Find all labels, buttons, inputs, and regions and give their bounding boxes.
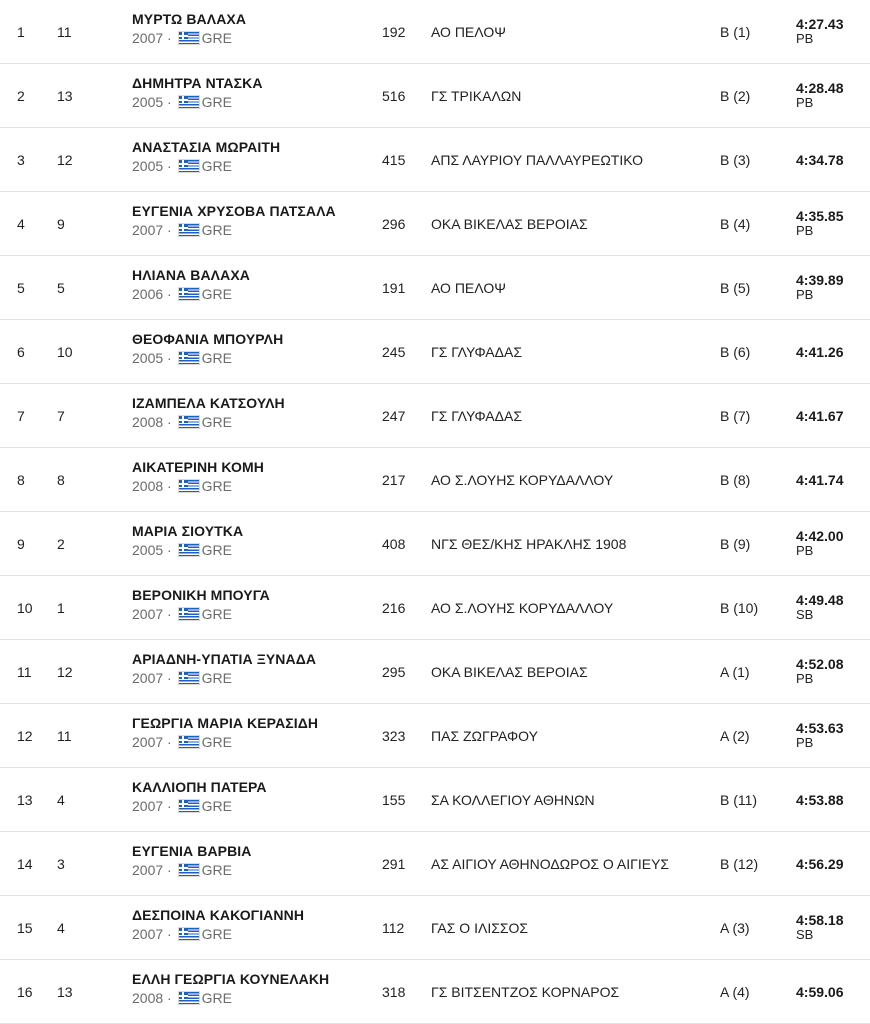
- greece-flag-icon: [178, 799, 200, 813]
- mark-time: 4:49.48: [796, 592, 844, 608]
- athlete-meta: [132, 862, 252, 878]
- athlete-meta: [132, 798, 267, 814]
- greece-flag-icon: [178, 31, 200, 45]
- athlete: [132, 651, 316, 686]
- rank: 4: [17, 216, 25, 232]
- athlete-meta: [132, 606, 270, 622]
- meta-separator: ·: [167, 414, 172, 430]
- greece-flag-icon: [178, 607, 200, 621]
- athlete-meta: [132, 670, 316, 686]
- bib-number: 192: [382, 24, 406, 40]
- heat-placing: B (12): [720, 856, 759, 872]
- rank: 15: [17, 920, 33, 936]
- result-mark: [796, 272, 843, 302]
- club-name: ΑΟ Σ.ΛΟΥΗΣ ΚΟΡΥΔΑΛΛΟΥ: [431, 600, 614, 616]
- country-code: GRE: [201, 222, 232, 238]
- athlete-name[interactable]: ΕΛΛΗ ΓΕΩΡΓΙΑ ΚΟΥΝΕΛΑΚΗ: [132, 971, 330, 987]
- club-name: ΟΚΑ ΒΙΚΕΛΑΣ ΒΕΡΟΙΑΣ: [431, 216, 588, 232]
- athlete-meta: [132, 350, 283, 366]
- heat-placing: A (1): [720, 664, 750, 680]
- result-row: [0, 640, 870, 704]
- greece-flag-icon: [178, 223, 200, 237]
- rank: 12: [17, 728, 33, 744]
- meta-separator: ·: [167, 286, 172, 302]
- lane-number: 11: [57, 728, 72, 744]
- mark-time: 4:53.63: [796, 720, 844, 736]
- result-row: [0, 704, 870, 768]
- club-name: ΑΠΣ ΛΑΥΡΙΟΥ ΠΑΛΛΑΥΡΕΩΤΙΚΟ: [431, 152, 644, 168]
- lane-number: 13: [57, 984, 73, 1000]
- athlete-name[interactable]: ΜΥΡΤΩ ΒΑΛΑΧΑ: [132, 11, 247, 27]
- club-name: ΣΑ ΚΟΛΛΕΓΙΟΥ ΑΘΗΝΩΝ: [431, 792, 595, 808]
- birth-year: 2008: [132, 478, 164, 494]
- record-note: PB: [796, 31, 814, 46]
- club-name: ΓΑΣ Ο ΙΛΙΣΣΟΣ: [431, 920, 529, 936]
- rank: 5: [17, 280, 25, 296]
- result-row: [0, 512, 870, 576]
- heat-placing: B (2): [720, 88, 751, 104]
- lane-number: 2: [57, 536, 65, 552]
- country-code: GRE: [201, 542, 232, 558]
- result-row: [0, 256, 870, 320]
- country-code: GRE: [201, 286, 232, 302]
- athlete-name[interactable]: ΔΗΜΗΤΡΑ ΝΤΑΣΚΑ: [132, 75, 263, 91]
- result-mark: [796, 528, 843, 558]
- athlete-meta: [132, 414, 285, 430]
- result-mark: [796, 856, 843, 872]
- athlete-name[interactable]: ΒΕΡΟΝΙΚΗ ΜΠΟΥΓΑ: [132, 587, 270, 603]
- club-name: ΑΣ ΑΙΓΙΟΥ ΑΘΗΝΟΔΩΡΟΣ Ο ΑΙΓΙΕΥΣ: [431, 856, 670, 872]
- heat-placing: B (11): [720, 792, 758, 808]
- country-code: GRE: [201, 94, 232, 110]
- lane-number: 13: [57, 88, 73, 104]
- birth-year: 2008: [132, 990, 164, 1006]
- result-row: [0, 0, 870, 64]
- country-code: GRE: [201, 30, 232, 46]
- result-mark: [796, 472, 843, 488]
- result-row: [0, 192, 870, 256]
- mark-time: 4:34.78: [796, 152, 844, 168]
- heat-placing: A (2): [720, 728, 750, 744]
- lane-number: 12: [57, 152, 73, 168]
- mark-time: 4:59.06: [796, 984, 844, 1000]
- rank: 9: [17, 536, 25, 552]
- record-note: PB: [796, 95, 814, 110]
- lane-number: 9: [57, 216, 65, 232]
- athlete-meta: [132, 286, 250, 302]
- country-code: GRE: [201, 478, 232, 494]
- country-code: GRE: [201, 926, 232, 942]
- result-row: [0, 448, 870, 512]
- record-note: SB: [796, 927, 814, 942]
- heat-placing: B (7): [720, 408, 751, 424]
- greece-flag-icon: [178, 543, 200, 557]
- mark-time: 4:28.48: [796, 80, 844, 96]
- greece-flag-icon: [178, 735, 200, 749]
- country-code: GRE: [201, 414, 232, 430]
- birth-year: 2007: [132, 798, 164, 814]
- greece-flag-icon: [178, 479, 200, 493]
- country-code: GRE: [201, 862, 232, 878]
- meta-separator: ·: [167, 542, 172, 558]
- result-mark: [796, 208, 843, 238]
- athlete: [132, 395, 285, 430]
- result-row: [0, 960, 870, 1024]
- heat-placing: B (5): [720, 280, 751, 296]
- birth-year: 2005: [132, 94, 164, 110]
- result-mark: [796, 912, 843, 942]
- result-row: [0, 896, 870, 960]
- bib-number: 296: [382, 216, 406, 232]
- lane-number: 10: [57, 344, 73, 360]
- athlete: [132, 139, 280, 174]
- birth-year: 2005: [132, 350, 164, 366]
- bib-number: 516: [382, 88, 406, 104]
- bib-number: 217: [382, 472, 406, 488]
- bib-number: 295: [382, 664, 406, 680]
- athlete-meta: [132, 990, 329, 1006]
- result-row: [0, 768, 870, 832]
- birth-year: 2007: [132, 734, 164, 750]
- athlete-name[interactable]: ΕΥΓΕΝΙΑ ΒΑΡΒΙΑ: [132, 843, 252, 859]
- bib-number: 318: [382, 984, 406, 1000]
- athlete-name[interactable]: ΕΥΓΕΝΙΑ ΧΡΥΣΟΒΑ ΠΑΤΣΑΛΑ: [132, 203, 336, 219]
- country-code: GRE: [201, 606, 232, 622]
- mark-time: 4:56.29: [796, 856, 844, 872]
- mark-time: 4:53.88: [796, 792, 844, 808]
- record-note: PB: [796, 543, 814, 558]
- result-row: [0, 64, 870, 128]
- club-name: ΓΣ ΓΛΥΦΑΔΑΣ: [431, 344, 522, 360]
- meta-separator: ·: [167, 990, 172, 1006]
- country-code: GRE: [201, 350, 232, 366]
- heat-placing: B (10): [720, 600, 759, 616]
- athlete: [132, 779, 267, 814]
- bib-number: 155: [382, 792, 406, 808]
- club-name: ΑΟ Σ.ΛΟΥΗΣ ΚΟΡΥΔΑΛΛΟΥ: [431, 472, 614, 488]
- country-code: GRE: [201, 990, 232, 1006]
- bib-number: 408: [382, 536, 406, 552]
- mark-time: 4:27.43: [796, 16, 844, 32]
- rank: 3: [17, 152, 25, 168]
- meta-separator: ·: [167, 862, 172, 878]
- athlete-name[interactable]: ΑΡΙΑΔΝΗ-ΥΠΑΤΙΑ ΞΥΝΑΔΑ: [132, 651, 317, 667]
- record-note: SB: [796, 607, 814, 622]
- birth-year: 2007: [132, 862, 164, 878]
- birth-year: 2006: [132, 286, 164, 302]
- country-code: GRE: [201, 734, 232, 750]
- bib-number: 291: [382, 856, 406, 872]
- lane-number: 4: [57, 792, 65, 808]
- athlete: [132, 203, 336, 238]
- club-name: ΓΣ ΤΡΙΚΑΛΩΝ: [431, 88, 522, 104]
- result-mark: [796, 408, 843, 424]
- result-mark: [796, 720, 843, 750]
- birth-year: 2005: [132, 542, 164, 558]
- heat-placing: B (4): [720, 216, 751, 232]
- birth-year: 2008: [132, 414, 164, 430]
- lane-number: 1: [57, 600, 65, 616]
- athlete: [132, 331, 283, 366]
- athlete-name[interactable]: ΚΑΛΛΙΟΠΗ ΠΑΤΕΡΑ: [132, 779, 267, 795]
- club-name: ΓΣ ΒΙΤΣΕΝΤΖΟΣ ΚΟΡΝΑΡΟΣ: [431, 984, 620, 1000]
- rank: 8: [17, 472, 25, 488]
- athlete-meta: [132, 478, 264, 494]
- greece-flag-icon: [178, 159, 200, 173]
- bib-number: 415: [382, 152, 406, 168]
- athlete: [132, 11, 246, 46]
- athlete-name[interactable]: ΙΖΑΜΠΕΛΑ ΚΑΤΣΟΥΛΗ: [132, 395, 285, 411]
- club-name: ΓΣ ΓΛΥΦΑΔΑΣ: [431, 408, 522, 424]
- result-mark: [796, 656, 843, 686]
- birth-year: 2007: [132, 222, 164, 238]
- athlete-name[interactable]: ΑΙΚΑΤΕΡΙΝΗ ΚΟΜΗ: [132, 459, 264, 475]
- greece-flag-icon: [178, 415, 200, 429]
- mark-time: 4:52.08: [796, 656, 844, 672]
- heat-placing: B (3): [720, 152, 751, 168]
- meta-separator: ·: [167, 670, 172, 686]
- lane-number: 11: [57, 24, 72, 40]
- athlete-meta: [132, 94, 263, 110]
- athlete-meta: [132, 542, 243, 558]
- birth-year: 2007: [132, 30, 164, 46]
- meta-separator: ·: [167, 158, 172, 174]
- athlete-name[interactable]: ΑΝΑΣΤΑΣΙΑ ΜΩΡΑΙΤΗ: [132, 139, 281, 155]
- birth-year: 2007: [132, 926, 164, 942]
- result-mark: [796, 344, 843, 360]
- mark-time: 4:39.89: [796, 272, 844, 288]
- athlete-name[interactable]: ΓΕΩΡΓΙΑ ΜΑΡΙΑ ΚΕΡΑΣΙΔΗ: [132, 715, 319, 731]
- lane-number: 5: [57, 280, 65, 296]
- club-name: ΟΚΑ ΒΙΚΕΛΑΣ ΒΕΡΟΙΑΣ: [431, 664, 588, 680]
- result-row: [0, 320, 870, 384]
- greece-flag-icon: [178, 671, 200, 685]
- bib-number: 191: [382, 280, 406, 296]
- athlete: [132, 971, 329, 1006]
- lane-number: 7: [57, 408, 65, 424]
- meta-separator: ·: [167, 606, 172, 622]
- rank: 6: [17, 344, 25, 360]
- rank: 13: [17, 792, 33, 808]
- bib-number: 216: [382, 600, 406, 616]
- meta-separator: ·: [167, 478, 172, 494]
- meta-separator: ·: [167, 94, 172, 110]
- mark-time: 4:58.18: [796, 912, 844, 928]
- result-mark: [796, 792, 843, 808]
- meta-separator: ·: [167, 734, 172, 750]
- meta-separator: ·: [167, 926, 172, 942]
- greece-flag-icon: [178, 287, 200, 301]
- result-mark: [796, 984, 843, 1000]
- meta-separator: ·: [167, 350, 172, 366]
- mark-time: 4:41.67: [796, 408, 844, 424]
- record-note: PB: [796, 223, 814, 238]
- athlete-name[interactable]: ΔΕΣΠΟΙΝΑ ΚΑΚΟΓΙΑΝΝΗ: [132, 907, 305, 923]
- result-mark: [796, 152, 843, 168]
- greece-flag-icon: [178, 927, 200, 941]
- rank: 16: [17, 984, 33, 1000]
- greece-flag-icon: [178, 95, 200, 109]
- club-name: ΝΓΣ ΘΕΣ/ΚΗΣ ΗΡΑΚΛΗΣ 1908: [431, 536, 627, 552]
- rank: 14: [17, 856, 33, 872]
- mark-time: 4:41.74: [796, 472, 844, 488]
- meta-separator: ·: [167, 30, 172, 46]
- bib-number: 245: [382, 344, 406, 360]
- bib-number: 247: [382, 408, 406, 424]
- rank: 10: [17, 600, 33, 616]
- rank: 2: [17, 88, 25, 104]
- athlete: [132, 523, 243, 558]
- heat-placing: B (1): [720, 24, 751, 40]
- record-note: PB: [796, 287, 814, 302]
- club-name: ΑΟ ΠΕΛΟΨ: [431, 280, 506, 296]
- greece-flag-icon: [178, 991, 200, 1005]
- heat-placing: B (6): [720, 344, 751, 360]
- birth-year: 2005: [132, 158, 164, 174]
- mark-time: 4:35.85: [796, 208, 844, 224]
- country-code: GRE: [201, 670, 232, 686]
- bib-number: 112: [382, 920, 405, 936]
- meta-separator: ·: [167, 798, 172, 814]
- result-row: [0, 128, 870, 192]
- club-name: ΠΑΣ ΖΩΓΡΑΦΟΥ: [431, 728, 538, 744]
- heat-placing: B (8): [720, 472, 751, 488]
- athlete: [132, 907, 304, 942]
- heat-placing: A (3): [720, 920, 750, 936]
- heat-placing: B (9): [720, 536, 751, 552]
- lane-number: 3: [57, 856, 65, 872]
- mark-time: 4:42.00: [796, 528, 844, 544]
- record-note: PB: [796, 671, 814, 686]
- greece-flag-icon: [178, 351, 200, 365]
- athlete: [132, 587, 270, 622]
- birth-year: 2007: [132, 670, 164, 686]
- athlete-name[interactable]: ΜΑΡΙΑ ΣΙΟΥΤΚΑ: [132, 523, 244, 539]
- athlete-meta: [132, 222, 336, 238]
- lane-number: 8: [57, 472, 65, 488]
- rank: 11: [17, 664, 32, 680]
- lane-number: 4: [57, 920, 65, 936]
- rank: 1: [17, 24, 25, 40]
- result-row: [0, 384, 870, 448]
- athlete: [132, 459, 264, 494]
- rank: 7: [17, 408, 25, 424]
- athlete-meta: [132, 30, 246, 46]
- result-mark: [796, 592, 843, 622]
- athlete-meta: [132, 734, 318, 750]
- country-code: GRE: [201, 158, 232, 174]
- athlete-meta: [132, 926, 304, 942]
- bib-number: 323: [382, 728, 406, 744]
- athlete-meta: [132, 158, 280, 174]
- athlete: [132, 267, 250, 302]
- birth-year: 2007: [132, 606, 164, 622]
- athlete-name[interactable]: ΗΛΙΑΝΑ ΒΑΛΑΧΑ: [132, 267, 250, 283]
- meta-separator: ·: [167, 222, 172, 238]
- record-note: PB: [796, 735, 814, 750]
- result-row: [0, 832, 870, 896]
- mark-time: 4:41.26: [796, 344, 844, 360]
- result-mark: [796, 80, 843, 110]
- result-mark: [796, 16, 843, 46]
- greece-flag-icon: [178, 863, 200, 877]
- athlete-name[interactable]: ΘΕΟΦΑΝΙΑ ΜΠΟΥΡΛΗ: [132, 331, 284, 347]
- result-row: [0, 576, 870, 640]
- lane-number: 12: [57, 664, 73, 680]
- athlete: [132, 75, 263, 110]
- country-code: GRE: [201, 798, 232, 814]
- athlete: [132, 843, 252, 878]
- heat-placing: A (4): [720, 984, 750, 1000]
- club-name: ΑΟ ΠΕΛΟΨ: [431, 24, 506, 40]
- athlete: [132, 715, 318, 750]
